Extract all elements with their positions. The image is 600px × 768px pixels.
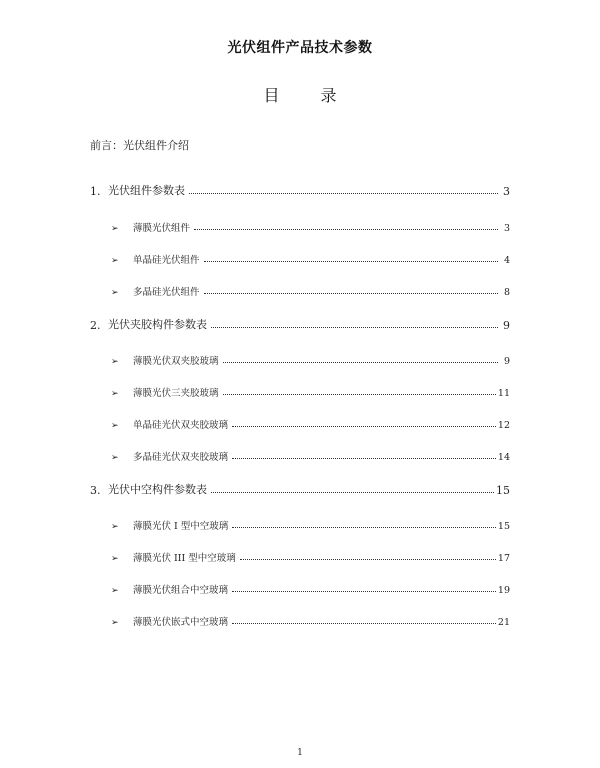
- toc-heading: 目 录: [263, 86, 355, 105]
- toc-item[interactable]: [111, 612, 510, 628]
- page-number: 15: [496, 484, 510, 497]
- page-number: 3: [503, 223, 510, 234]
- toc-item[interactable]: [111, 218, 510, 234]
- section-label: 光伏组件参数表: [108, 184, 185, 197]
- page-number: 3: [503, 185, 510, 198]
- toc-item[interactable]: [111, 383, 510, 399]
- arrow-bullet-icon: ➢: [111, 586, 119, 596]
- section-number: 2.: [90, 319, 101, 332]
- toc-item[interactable]: [111, 516, 510, 532]
- page-number: 17: [497, 553, 510, 564]
- arrow-bullet-icon: ➢: [111, 224, 119, 234]
- toc-item[interactable]: [111, 447, 510, 463]
- page-number: 19: [497, 585, 510, 596]
- dot-leader: [232, 622, 496, 624]
- arrow-bullet-icon: ➢: [111, 288, 119, 298]
- dot-leader: [189, 192, 498, 194]
- dot-leader: [204, 260, 498, 262]
- item-label: 薄膜光伏 III 型中空玻璃: [133, 553, 236, 564]
- toc-item[interactable]: [111, 580, 510, 596]
- item-label: 薄膜光伏双夹胶玻璃: [133, 356, 219, 367]
- item-label: 薄膜光伏 I 型中空玻璃: [133, 521, 229, 532]
- arrow-bullet-icon: ➢: [111, 421, 119, 431]
- dot-leader: [223, 361, 498, 363]
- arrow-bullet-icon: ➢: [111, 357, 119, 367]
- item-label: 薄膜光伏组合中空玻璃: [133, 585, 229, 596]
- toc-section-2[interactable]: [90, 316, 510, 332]
- page-number: 4: [503, 255, 510, 266]
- arrow-bullet-icon: ➢: [111, 256, 119, 266]
- arrow-bullet-icon: ➢: [111, 522, 119, 532]
- dot-leader: [194, 228, 498, 230]
- dot-leader: [232, 590, 496, 592]
- arrow-bullet-icon: ➢: [111, 453, 119, 463]
- page-number: 9: [503, 319, 510, 332]
- dot-leader: [232, 526, 496, 528]
- toc-section-1[interactable]: [90, 182, 510, 198]
- page-number: 15: [497, 521, 510, 532]
- page-number: 8: [503, 287, 510, 298]
- arrow-bullet-icon: ➢: [111, 554, 119, 564]
- toc-section-3[interactable]: [90, 481, 510, 497]
- item-label: 薄膜光伏嵌式中空玻璃: [133, 617, 229, 628]
- item-label: 多晶硅光伏组件: [133, 287, 200, 298]
- item-label: 多晶硅光伏双夹胶玻璃: [133, 452, 229, 463]
- section-number: 1.: [90, 185, 101, 198]
- dot-leader: [232, 425, 496, 427]
- dot-leader: [211, 491, 494, 493]
- toc-item[interactable]: [111, 351, 510, 367]
- footer-page-number: 1: [297, 748, 303, 758]
- dot-leader: [211, 326, 498, 328]
- section-number: 3.: [90, 484, 101, 497]
- section-label: 光伏中空构件参数表: [108, 483, 207, 496]
- dot-leader: [223, 393, 496, 395]
- page-number: 21: [497, 617, 510, 628]
- item-label: 薄膜光伏组件: [133, 223, 191, 234]
- dot-leader: [240, 558, 496, 560]
- toc-item[interactable]: [111, 282, 510, 298]
- page-number: 9: [503, 356, 510, 367]
- document-title: 光伏组件产品技术参数: [227, 40, 373, 56]
- page-number: 14: [497, 452, 510, 463]
- dot-leader: [232, 457, 496, 459]
- item-label: 单晶硅光伏双夹胶玻璃: [133, 420, 229, 431]
- toc-item[interactable]: [111, 548, 510, 564]
- page-number: 12: [497, 420, 510, 431]
- page-number: 11: [497, 388, 510, 399]
- preface-link[interactable]: 前言：光伏组件介绍: [90, 139, 189, 152]
- item-label: 单晶硅光伏组件: [133, 255, 200, 266]
- toc-item[interactable]: [111, 415, 510, 431]
- dot-leader: [204, 292, 498, 294]
- section-label: 光伏夹胶构件参数表: [108, 318, 207, 331]
- item-label: 薄膜光伏三夹胶玻璃: [133, 388, 219, 399]
- toc-item[interactable]: [111, 250, 510, 266]
- arrow-bullet-icon: ➢: [111, 618, 119, 628]
- arrow-bullet-icon: ➢: [111, 389, 119, 399]
